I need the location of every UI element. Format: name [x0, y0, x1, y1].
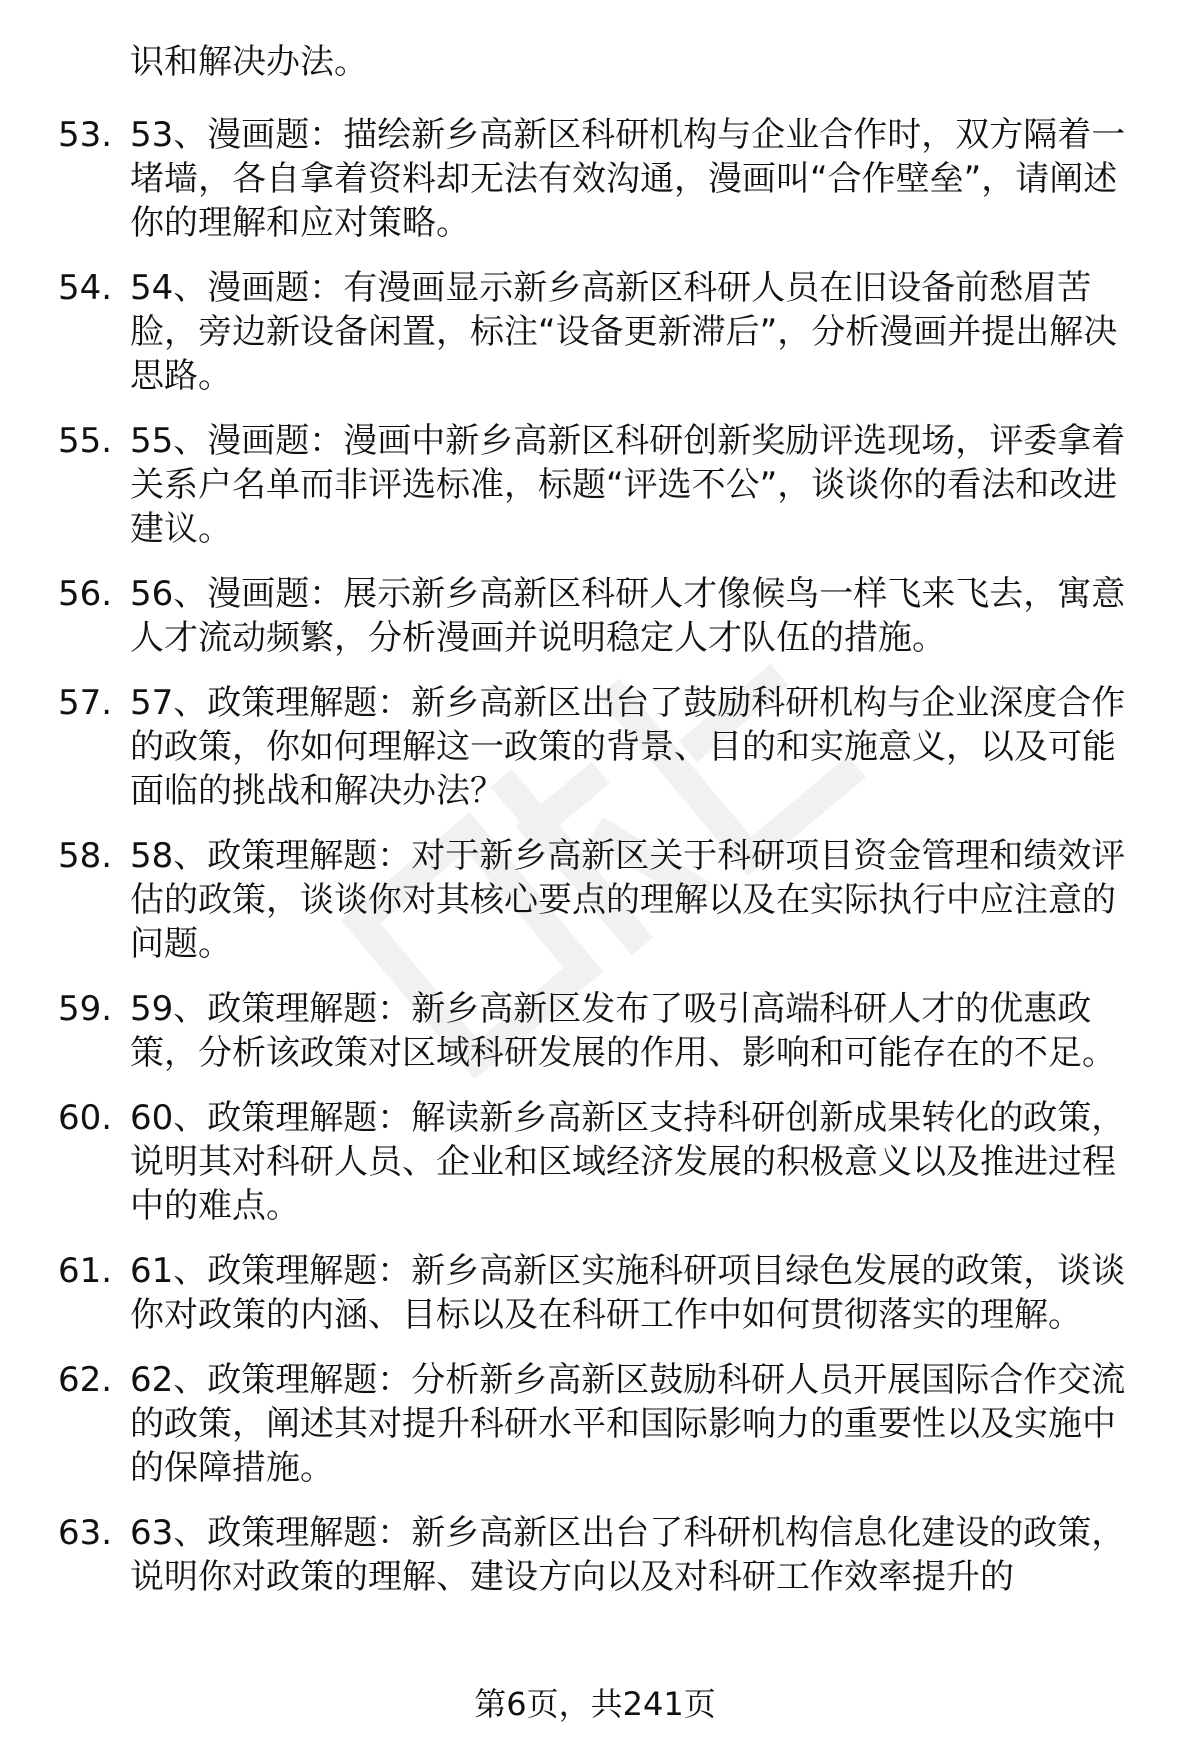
- item-text: 55、漫画题：漫画中新乡高新区科研创新奖励评选现场，评委拿着关系户名单而非评选标准，标题“评选不公”，谈谈你的看法和改进建议。: [130, 421, 1126, 549]
- list-item: [58, 1358, 1148, 1490]
- item-text: 63、政策理解题：新乡高新区出台了科研机构信息化建设的政策，说明你对政策的理解、建设方向以及对科研工作效率提升的: [130, 1513, 1126, 1597]
- item-number: 55.: [58, 421, 113, 461]
- item-text: 56、漫画题：展示新乡高新区科研人才像候鸟一样飞来飞去，寓意人才流动频繁，分析漫画并说明稳定人才队伍的措施。: [130, 574, 1126, 658]
- item-text: 61、政策理解题：新乡高新区实施科研项目绿色发展的政策，谈谈你对政策的内涵、目标以及在科研工作中如何贯彻落实的理解。: [130, 1251, 1126, 1335]
- item-text: 53、漫画题：描绘新乡高新区科研机构与企业合作时，双方隔着一堵墙，各自拿着资料却无法有效沟通，漫画叫“合作壁垒”，请阐述你的理解和应对策略。: [130, 115, 1126, 243]
- item-text: 60、政策理解题：解读新乡高新区支持科研创新成果转化的政策，说明其对科研人员、企业和区域经济发展的积极意义以及推进过程中的难点。: [130, 1098, 1126, 1226]
- item-number: 58.: [58, 836, 113, 876]
- item-text: 59、政策理解题：新乡高新区发布了吸引高端科研人才的优惠政策，分析该政策对区域科研发展的作用、影响和可能存在的不足。: [130, 989, 1116, 1073]
- item-number: 56.: [58, 574, 113, 614]
- list-item: [58, 1096, 1148, 1228]
- list-item: [58, 834, 1148, 966]
- item-number: 63.: [58, 1513, 113, 1553]
- page-footer: 第6页，共241页: [474, 1685, 716, 1723]
- item-number: 53.: [58, 115, 113, 155]
- list-item: [58, 419, 1148, 551]
- item-number: 54.: [58, 268, 113, 308]
- item-text: 62、政策理解题：分析新乡高新区鼓励科研人员开展国际合作交流的政策，阐述其对提升科研水平和国际影响力的重要性以及实施中的保障措施。: [130, 1360, 1126, 1488]
- continued-paragraph: 识和解决办法。: [130, 42, 368, 82]
- item-number: 57.: [58, 683, 113, 723]
- list-item: [58, 572, 1148, 660]
- list-item: [58, 266, 1148, 398]
- list-item: [58, 987, 1148, 1075]
- item-number: 59.: [58, 989, 113, 1029]
- item-number: 61.: [58, 1251, 113, 1291]
- item-text: 58、政策理解题：对于新乡高新区关于科研项目资金管理和绩效评估的政策，谈谈你对其核心要点的理解以及在实际执行中应注意的问题。: [130, 836, 1126, 964]
- item-number: 60.: [58, 1098, 113, 1138]
- item-text: 57、政策理解题：新乡高新区出台了鼓励科研机构与企业深度合作的政策，你如何理解这一政策的背景、目的和实施意义，以及可能面临的挑战和解决办法？: [130, 683, 1126, 811]
- question-list: [58, 113, 1148, 1620]
- list-item: [58, 113, 1148, 245]
- list-item: [58, 1249, 1148, 1337]
- item-number: 62.: [58, 1360, 113, 1400]
- list-item: [58, 1511, 1148, 1599]
- list-item: [58, 681, 1148, 813]
- item-text: 54、漫画题：有漫画显示新乡高新区科研人员在旧设备前愁眉苦脸，旁边新设备闲置，标注“设备更新滞后”，分析漫画并提出解决思路。: [130, 268, 1118, 396]
